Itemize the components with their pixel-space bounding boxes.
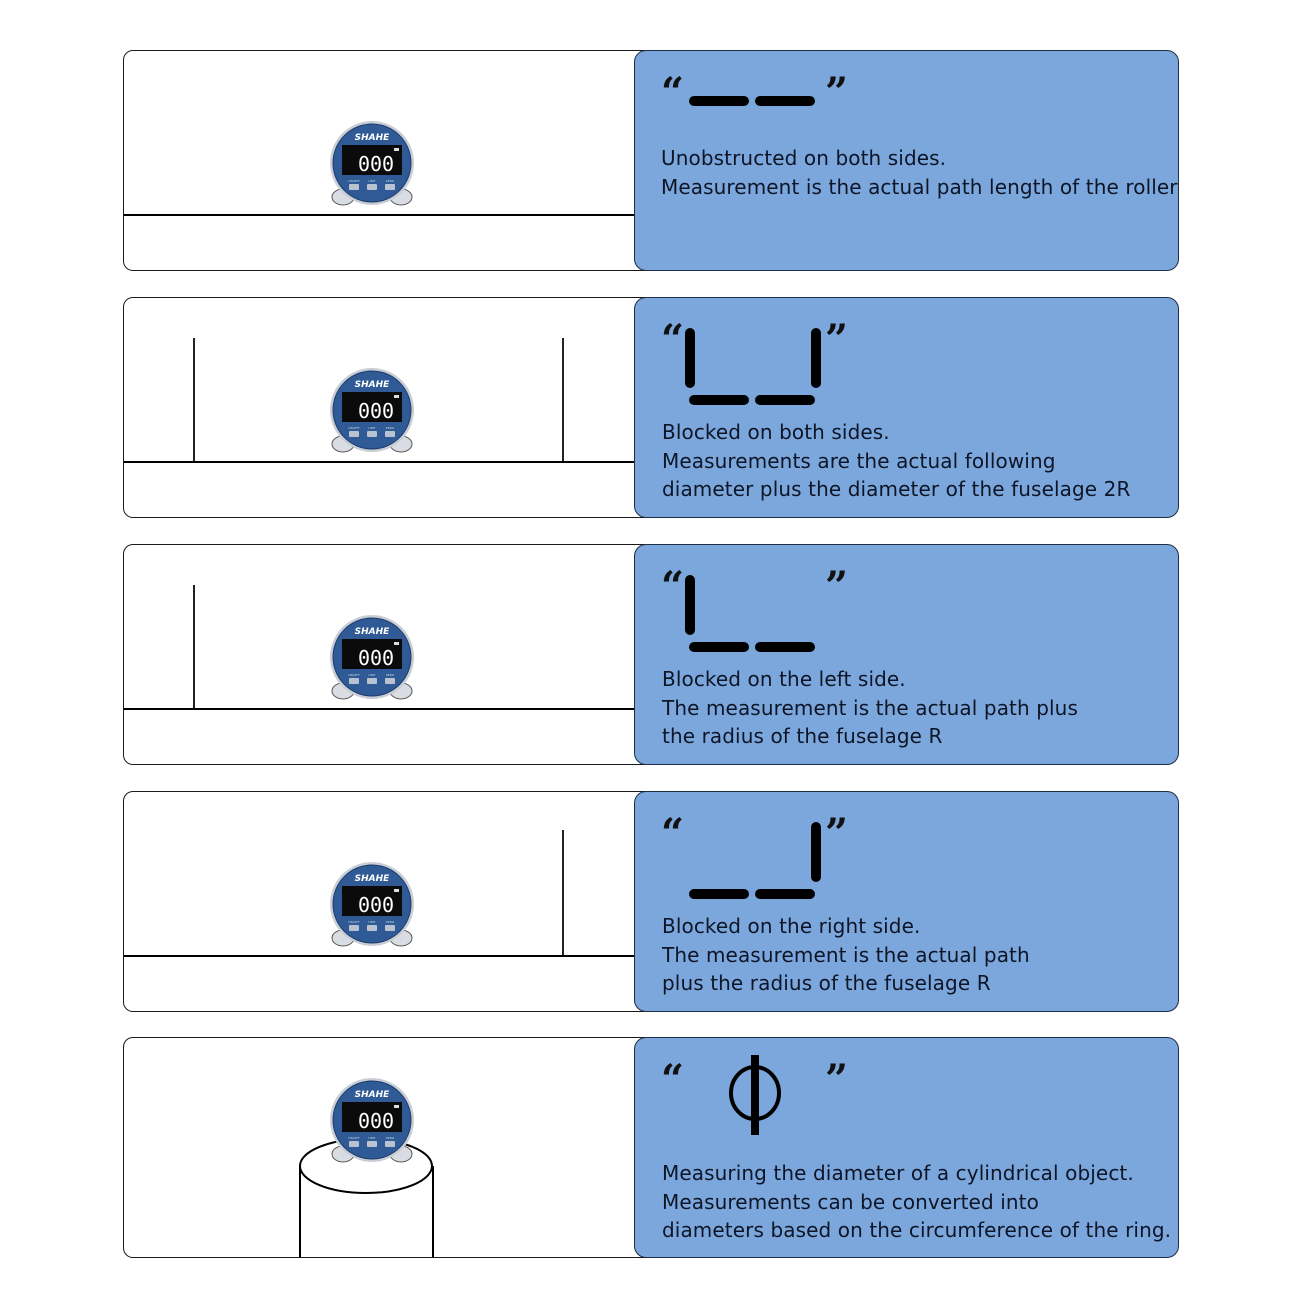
description-line: The measurement is the actual path plus <box>662 695 1078 720</box>
open-quote-icon: “ <box>661 563 685 610</box>
illustration-panel <box>123 544 655 765</box>
description-line: Measurement is the actual path length of the roller <box>661 174 1178 199</box>
open-quote-icon: “ <box>661 1056 685 1103</box>
description-line: diameters based on the circumference of the ring. <box>662 1218 1172 1242</box>
left-wall <box>193 338 195 462</box>
description-line: Measurements can be converted into <box>662 1189 1039 1214</box>
scenario-description <box>662 418 1130 504</box>
illustration-panel <box>123 791 655 1012</box>
close-quote-icon: ” <box>825 69 849 116</box>
close-quote-icon: ” <box>825 810 849 857</box>
ground-line <box>124 955 636 957</box>
description-line: Unobstructed on both sides. <box>661 146 947 170</box>
description-line: Blocked on the left side. <box>662 667 906 691</box>
description-panel <box>634 297 1179 518</box>
open-quote-icon: “ <box>661 810 685 857</box>
scenario-row-unobstructed <box>123 50 1179 271</box>
description-line: Blocked on both sides. <box>662 420 890 444</box>
description-line: the radius of the fuselage R <box>662 724 943 748</box>
scenario-row-blocked-both <box>123 297 1179 518</box>
illustration-panel <box>123 1037 655 1258</box>
ground-line <box>124 461 636 463</box>
scenario-description <box>662 912 1030 998</box>
right-wall <box>562 338 564 462</box>
description-panel <box>634 1037 1179 1258</box>
description-line: plus the radius of the fuselage R <box>662 971 991 995</box>
ground-line <box>124 708 636 710</box>
measuring-wheel-device-icon <box>329 615 415 701</box>
scenario-description <box>662 665 1078 751</box>
measuring-wheel-device-icon <box>329 1078 415 1164</box>
description-line: The measurement is the actual path <box>662 942 1030 967</box>
scenario-description <box>661 144 1178 201</box>
open-quote-icon: “ <box>661 316 685 363</box>
measuring-wheel-device-icon <box>329 368 415 454</box>
description-line: Blocked on the right side. <box>662 914 921 938</box>
illustration-panel <box>123 297 655 518</box>
scenario-description <box>662 1159 1171 1245</box>
illustration-panel <box>123 50 655 271</box>
description-panel <box>634 544 1179 765</box>
close-quote-icon: ” <box>825 316 849 363</box>
scenario-row-blocked-right <box>123 791 1179 1012</box>
open-quote-icon: “ <box>661 69 685 116</box>
scenario-row-blocked-left <box>123 544 1179 765</box>
description-line: Measurements are the actual following <box>662 448 1056 473</box>
description-panel <box>634 50 1179 271</box>
measuring-wheel-device-icon <box>329 121 415 207</box>
description-line: Measuring the diameter of a cylindrical object. <box>662 1161 1134 1185</box>
right-wall <box>562 830 564 956</box>
left-wall <box>193 585 195 709</box>
description-panel <box>634 791 1179 1012</box>
ground-line <box>124 214 636 216</box>
scenario-row-cylinder <box>123 1037 1179 1258</box>
description-line: diameter plus the diameter of the fuselage 2R <box>662 477 1131 501</box>
measuring-wheel-device-icon <box>329 862 415 948</box>
close-quote-icon: ” <box>825 1056 849 1103</box>
close-quote-icon: ” <box>825 563 849 610</box>
diameter-phi-icon <box>727 1055 783 1135</box>
